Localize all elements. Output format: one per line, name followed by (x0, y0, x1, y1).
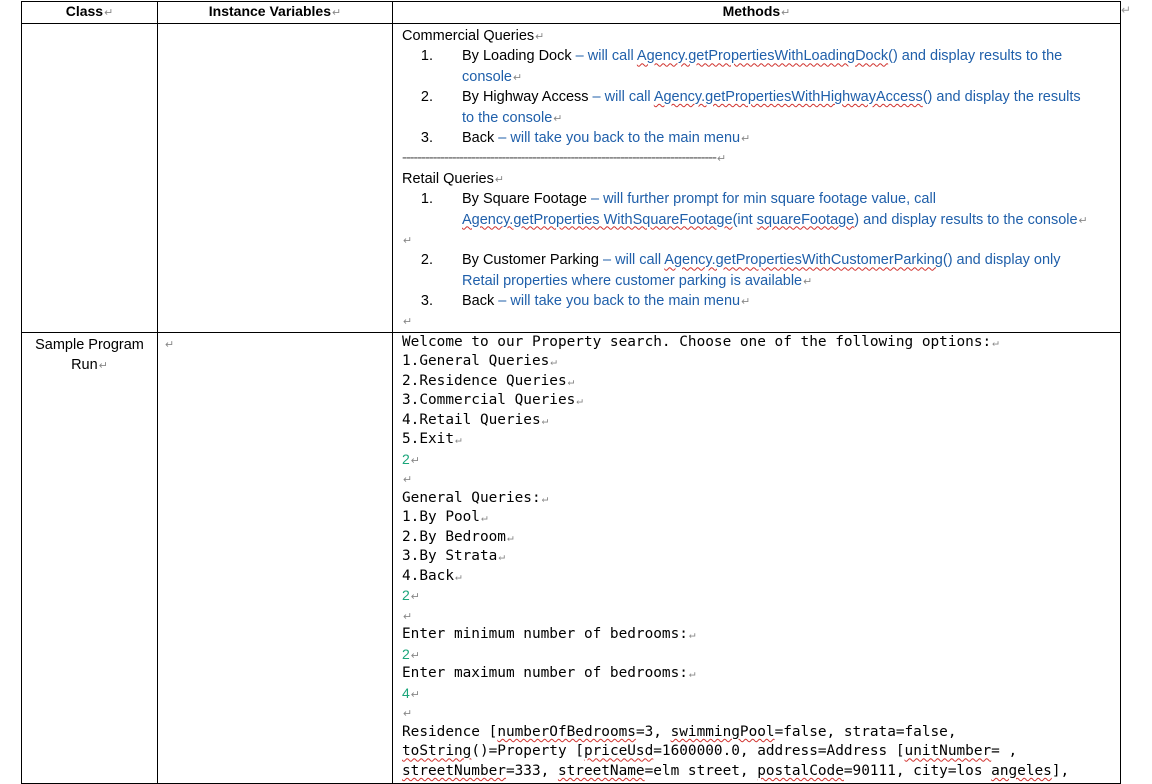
user-input: 2↵ (402, 587, 421, 604)
commercial-item-highway-access-cont: to the console↵ (462, 109, 563, 126)
menu-line: 5.Exit↵ (402, 431, 462, 448)
welcome-line: Welcome to our Property search. Choose one of the following options:↵ (402, 333, 999, 350)
header-row (22, 2, 1121, 24)
header-methods: Methods↵ (393, 2, 1121, 24)
header-instance-variables: Instance Variables↵ (158, 2, 393, 24)
section-divider: ----------------------------------------------------------------------------------↵ (402, 150, 726, 167)
general-menu-line: 4.Back↵ (402, 567, 462, 584)
commercial-item-highway-access: 2. By Highway Access – will call Agency.getPropertiesWithHighwayAccess() and display the results (420, 89, 1081, 106)
prompt-max-line: Enter maximum number of bedrooms:↵ (402, 665, 696, 682)
commercial-item-loading-dock: 1. By Loading Dock – will call Agency.getPropertiesWithLoadingDock() and display results to the (420, 48, 1063, 65)
general-title-line: General Queries:↵ (402, 489, 549, 506)
iv-cell-sample: ↵ (158, 332, 393, 783)
commercial-item-loading-dock-cont: console↵ (462, 68, 523, 85)
result-line: toString()=Property [priceUsd=1600000.0, address=Address [unitNumber= , (402, 743, 1018, 760)
commercial-title: Commercial Queries↵ (402, 28, 545, 44)
general-menu-line: 1.By Pool↵ (402, 509, 488, 526)
blank-paragraph: ↵ (403, 234, 413, 247)
general-menu-line: 3.By Strata↵ (402, 548, 505, 565)
menu-line: 3.Commercial Queries↵ (402, 392, 583, 409)
iv-cell-empty (158, 24, 393, 333)
blank-line: ↵ (403, 474, 413, 487)
methods-row (22, 24, 1121, 333)
general-menu-line: 2.By Bedroom↵ (402, 528, 514, 545)
result-line: Residence [numberOfBedrooms=3, swimmingPool=false, strata=false, (402, 723, 957, 740)
sample-program-run-label: Sample Program Run↵ (22, 332, 158, 783)
prompt-min-line: Enter minimum number of bedrooms:↵ (402, 626, 696, 643)
retail-item-square-footage-cont: Agency.getProperties WithSquareFootage(int squareFootage) and display results to the console↵ (462, 211, 1088, 228)
retail-item-customer-parking: 2. By Customer Parking – will call Agency.getPropertiesWithCustomerParking() and display only (420, 252, 1061, 269)
menu-line: 1.General Queries↵ (402, 353, 557, 370)
header-class: Class↵ (22, 2, 158, 24)
end-of-row-mark: ↵ (1121, 3, 1132, 17)
retail-title: Retail Queries↵ (402, 170, 505, 187)
spec-table (21, 1, 1121, 784)
user-input: 2↵ (402, 450, 421, 467)
console-output (393, 332, 1121, 783)
retail-item-back: 3. Back – will take you back to the main menu↵ (420, 293, 751, 310)
retail-item-customer-parking-cont: Retail properties where customer parking is available↵ (462, 272, 813, 289)
blank-paragraph-end: ↵ (403, 316, 413, 329)
blank-line: ↵ (403, 708, 413, 721)
methods-cell (393, 24, 1121, 333)
commercial-item-back: 3. Back – will take you back to the main menu↵ (420, 129, 751, 146)
retail-item-square-footage: 1. By Square Footage – will further prompt for min square footage value, call (420, 191, 936, 208)
class-cell-empty (22, 24, 158, 333)
user-input: 4↵ (402, 684, 421, 701)
user-input: 2↵ (402, 645, 421, 662)
menu-line: 4.Retail Queries↵ (402, 411, 549, 428)
blank-line: ↵ (403, 610, 413, 623)
sample-run-row (22, 332, 1121, 783)
menu-line: 2.Residence Queries↵ (402, 372, 575, 389)
result-line: streetNumber=333, streetName=elm street, postalCode=90111, city=los angeles], (402, 762, 1070, 779)
